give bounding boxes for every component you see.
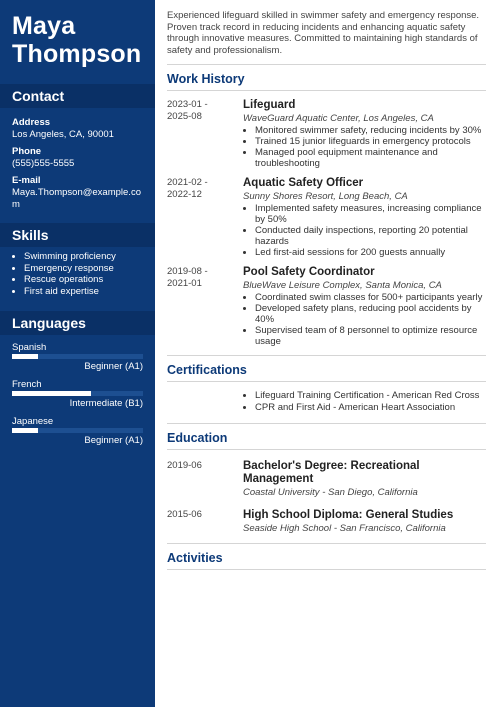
language-proficiency-bar [12,428,143,433]
language-item [0,416,155,446]
job-bullets [243,125,486,169]
job-bullet: • Monitored swimmer safety, reducing incidents by 30% [255,125,486,136]
job-entry [167,177,486,258]
language-proficiency-bar [12,354,143,359]
education-degree: Bachelor's Degree: Recreational Management [243,460,420,485]
certifications-list [167,390,486,413]
job-bullet: • Supervised team of 8 personnel to optimize resource usage [255,325,486,347]
job-bullet: • Conducted daily inspections, reporting 20 potential hazards [255,225,486,247]
email-label: E-mail [12,175,41,186]
language-name: Spanish [12,342,47,353]
job-role: Aquatic Safety Officer [243,177,364,189]
job-entry [167,266,486,347]
education-body [243,509,486,535]
job-dates [167,99,243,169]
education-date: 2019-06 [167,460,202,471]
email-value: Maya.Thompson@example.com [12,187,141,210]
job-bullet: • Implemented safety measures, increasing compliance by 50% [255,203,486,225]
job-bullet: • Managed pool equipment maintenance and troubleshooting [255,147,486,169]
contact-heading: Contact [0,84,155,108]
language-proficiency-bar [12,391,143,396]
job-date-end: 2022-12 [167,188,202,200]
main-content [155,0,500,707]
skill-item: • Emergency response [24,263,143,275]
language-name: French [12,379,42,390]
certifications-heading: Certifications [167,356,486,382]
job-date-start: 2023-01 - [167,99,208,110]
activities-heading: Activities [167,544,486,570]
job-bullet: • Trained 15 junior lifeguards in emergency protocols [255,136,486,147]
education-entry [167,509,486,535]
job-date-start: 2019-08 - [167,266,208,277]
language-item [0,342,155,372]
skill-item: • First aid expertise [24,286,143,298]
last-name: Thompson [12,40,142,68]
certification-item: • CPR and First Aid - American Heart Association [255,402,486,414]
job-bullets [243,292,486,347]
job-body [243,266,486,347]
education-heading: Education [167,424,486,450]
language-item [0,379,155,409]
language-name: Japanese [12,416,54,427]
address-value: Los Angeles, CA, 90001 [12,129,114,140]
certification-item: • Lifeguard Training Certification - American Red Cross [255,390,486,402]
skills-heading: Skills [0,223,155,247]
job-bullet: • Coordinated swim classes for 500+ participants yearly [255,292,486,303]
job-date-end: 2021-01 [167,277,202,289]
sidebar [0,0,155,707]
job-body [243,177,486,258]
education-school: Coastal University - San Diego, California [243,487,418,498]
job-company: BlueWave Leisure Complex, Santa Monica, CA [243,280,442,291]
job-company: Sunny Shores Resort, Long Beach, CA [243,191,408,202]
job-role: Pool Safety Coordinator [243,266,375,278]
job-role: Lifeguard [243,99,296,111]
job-date-end: 2025-08 [167,110,202,122]
language-proficiency-fill [12,428,38,433]
job-date-start: 2021-02 - [167,177,208,188]
address-label: Address [12,117,51,128]
job-company: WaveGuard Aquatic Center, Los Angeles, CA [243,113,434,124]
job-bullet: • Developed safety plans, reducing pool accidents by 40% [255,303,486,325]
phone-value: (555)555-5555 [12,158,75,169]
language-proficiency-fill [12,391,91,396]
skill-item: • Swimming proficiency [24,251,143,263]
summary-text: Experienced lifeguard skilled in swimmer safety and emergency response. Proven track record in reducing incidents and enhancing aquatic safety through innovative measures. Committed to maintaining high standards of safety and professionalism. [167,10,486,65]
language-level: Intermediate (B1) [69,398,143,409]
job-bullet: • Led first-aid sessions for 200 guests annually [255,247,486,258]
language-level: Beginner (A1) [84,361,143,372]
work-history-heading: Work History [167,65,486,91]
skill-item: • Rescue operations [24,274,143,286]
education-body [243,460,486,499]
education-school: Seaside High School - San Francisco, California [243,523,446,534]
education-entry [167,460,486,499]
language-proficiency-fill [12,354,38,359]
job-entry [167,99,486,169]
phone-label: Phone [12,146,42,157]
job-bullets [243,203,486,258]
skills-list [0,247,155,305]
education-date: 2015-06 [167,509,202,520]
languages-heading: Languages [0,311,155,335]
job-body [243,99,486,169]
education-degree: High School Diploma: General Studies [243,509,454,521]
contact-section [0,108,155,217]
person-name [0,0,155,78]
first-name: Maya [12,12,76,40]
language-level: Beginner (A1) [84,435,143,446]
job-dates [167,266,243,347]
job-dates [167,177,243,258]
